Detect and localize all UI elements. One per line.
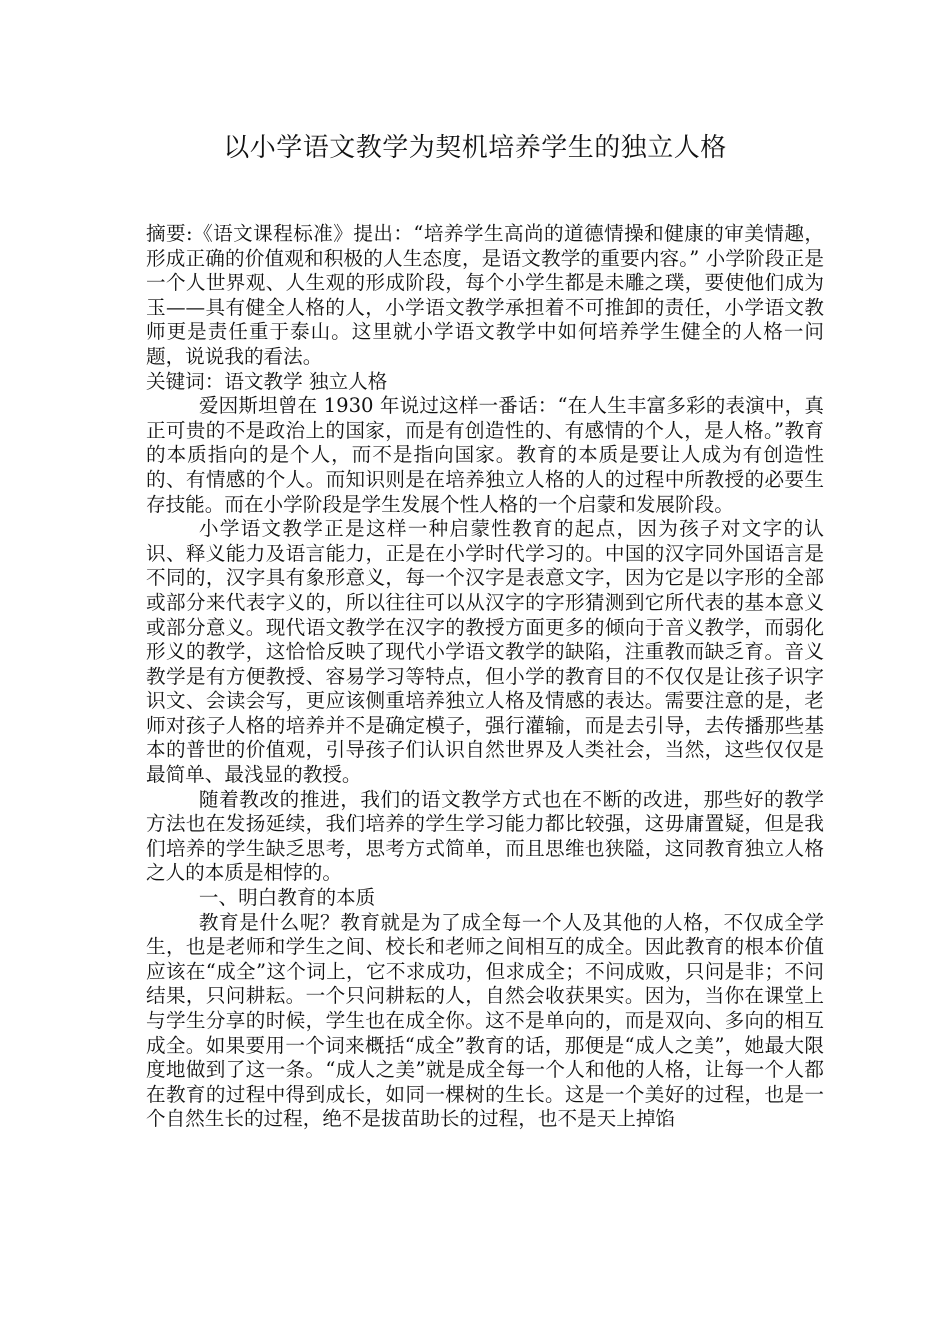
body-paragraph: 爱因斯坦曾在 1930 年说过这样一番话：“在人生丰富多彩的表演中，真正可贵的不是政治上的国家，而是有创造性的、有感情的个人，是人格。”教育的本质指向的是个人，而不是指向国家。教育的本质是要让人成为有创造性的、有情感的个人。而知识则是在培养独立人格的人的过程中所教授的必要生存技能。而在小学阶段是学生发展个性人格的一个启蒙和发展阶段。 <box>146 394 824 516</box>
body-paragraph: 小学语文教学正是这样一种启蒙性教育的起点，因为孩子对文字的认识、释义能力及语言能力，正是在小学时代学习的。中国的汉字同外国语言是不同的，汉字具有象形意义，每一个汉字是表意文字，因为它是以字形的全部或部分来代表字义的，所以往往可以从汉字的字形猜测到它所代表的基本意义或部分意义。现代语文教学在汉字的教授方面更多的倾向于音义教学，而弱化形义的教学，这恰恰反映了现代小学语文教学的缺陷，注重教而缺乏育。音义教学是有方便教授、容易学习等特点，但小学的教育目的不仅仅是让孩子识字识文、会读会写，更应该侧重培养独立人格及情感的表达。需要注意的是，老师对孩子人格的培养并不是确定模子，强行灌输，而是去引导，去传播那些基本的普世的价值观，引导孩子们认识自然世界及人类社会，当然，这些仅仅是最简单、最浅显的教授。 <box>146 517 824 787</box>
keywords-line: 关键词：语文教学 独立人格 <box>146 369 388 393</box>
body-paragraph: 教育是什么呢？教育就是为了成全每一个人及其他的人格，不仅成全学生，也是老师和学生之间、校长和老师之间相互的成全。因此教育的根本价值应该在“成全”这个词上，它不求成功，但求成全；不问成败，只问是非；不问结果，只问耕耘。一个只问耕耘的人，自然会收获果实。因为，当你在课堂上与学生分享的时候，学生也在成全你。这不是单向的，而是双向、多向的相互成全。如果要用一个词来概括“成全”教育的话，那便是“成人之美”，她最大限度地做到了这一条。“成人之美”就是成全每一个人和他的人格，让每一个人都在教育的过程中得到成长，如同一棵树的生长。这是一个美好的过程，也是一个自然生长的过程，绝不是拔苗助长的过程，也不是天上掉馅 <box>146 910 824 1131</box>
document-title: 以小学语文教学为契机培养学生的独立人格 <box>223 133 727 163</box>
body-paragraph: 随着教改的推进，我们的语文教学方式也在不断的改进，那些好的教学方法也在发扬延续，我们培养的学生学习能力都比较强，这毋庸置疑，但是我们培养的学生缺乏思考，思考方式简单，而且思维也狭隘，这同教育独立人格之人的本质是相悖的。 <box>146 787 824 885</box>
document-body <box>146 222 824 1132</box>
section-heading: 一、明白教育的本质 <box>198 886 376 910</box>
abstract-paragraph: 摘要:《语文课程标准》提出：“培养学生高尚的道德情操和健康的审美情趣，形成正确的价值观和积极的人生态度，是语文教学的重要内容。” 小学阶段正是一个人世界观、人生观的形成阶段，每个小学生都是未雕之璞，要使他们成为玉——具有健全人格的人，小学语文教学承担着不可推卸的责任，小学语文教师更是责任重于泰山。这里就小学语文教学中如何培养学生健全的人格一问题，说说我的看法。 <box>146 222 824 368</box>
